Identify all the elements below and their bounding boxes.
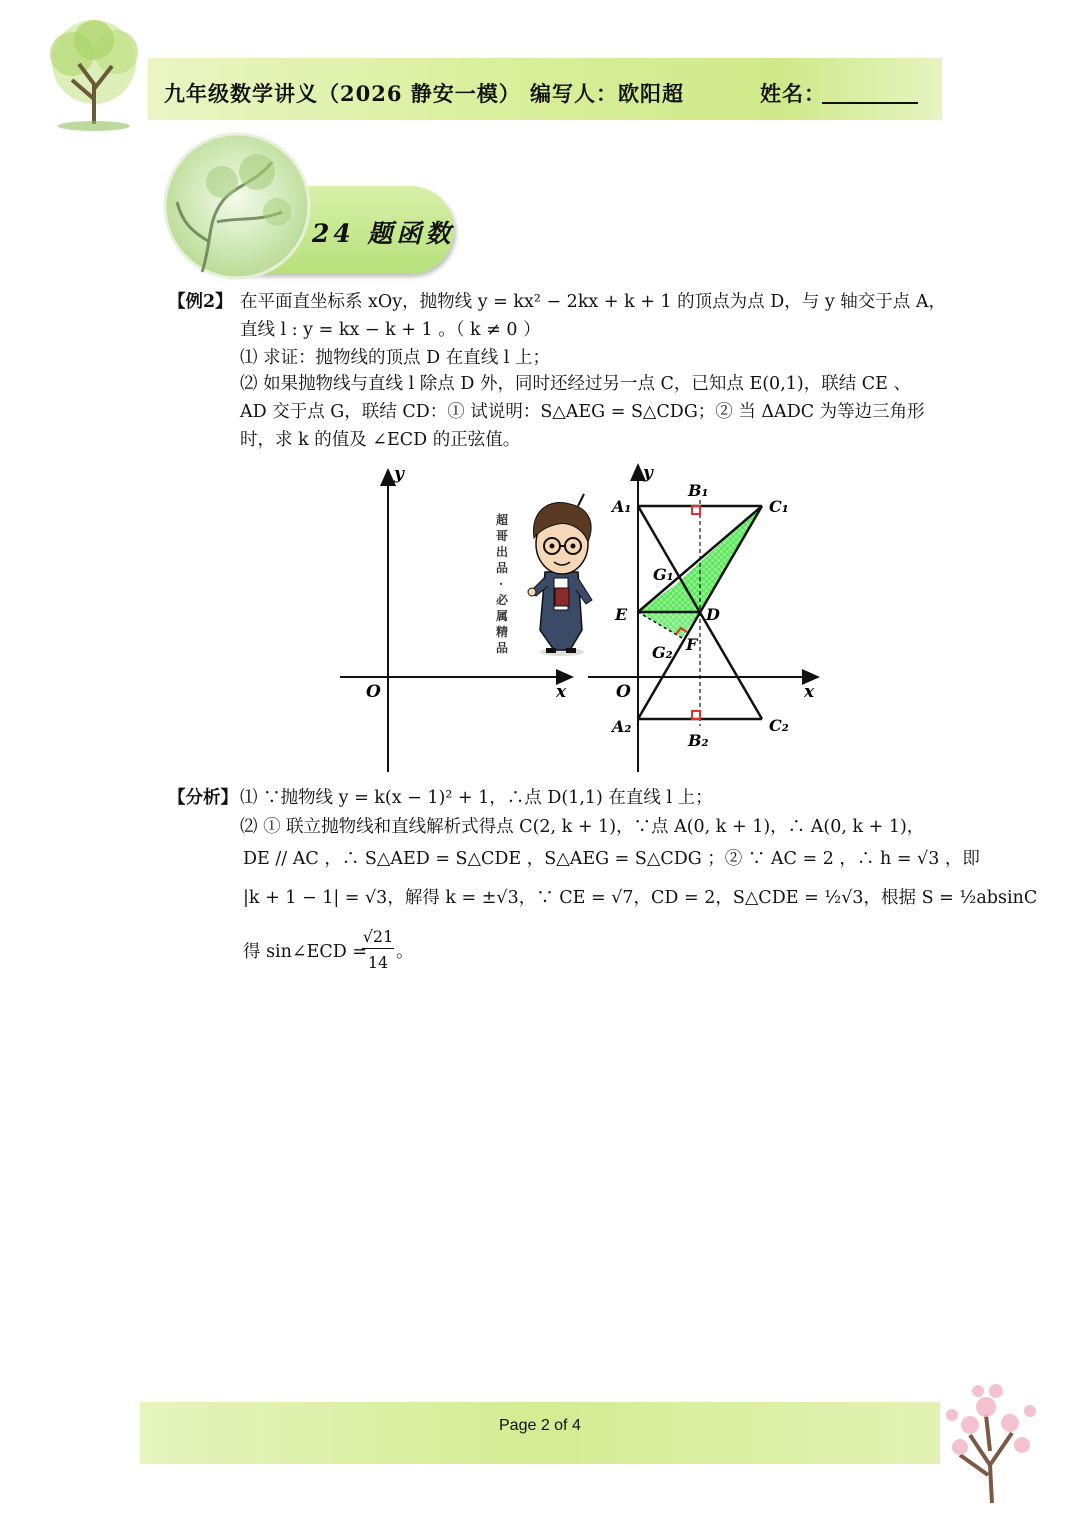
stamp-char: 必: [496, 593, 509, 607]
right-origin-label: O: [616, 682, 631, 702]
tree-badge-icon: [162, 132, 312, 280]
label-g1: G₁: [653, 565, 674, 584]
cartoon-teacher-icon: [528, 494, 592, 656]
fraction-denominator: 14: [367, 953, 389, 972]
header-name-label: 姓名：: [760, 81, 826, 106]
right-y-label: y: [643, 463, 653, 483]
example-line-2: 直线 l : y = kx − k + 1 。（ k ≠ 0 ）: [240, 320, 541, 340]
stamp-char: ·: [499, 577, 504, 591]
triangle-cdg-fill: [675, 506, 762, 612]
tree-logo-icon: [24, 14, 164, 134]
analysis-line-4: |k + 1 − 1| = √3，解得 k = ±√3，∵ CE = √7，CD = 2，S△CDE = ½√3，根据 S = ½absinC: [243, 888, 1038, 908]
label-e: E: [615, 605, 628, 624]
analysis-line-5-post: 。: [396, 942, 414, 962]
blossom-tree-icon: [930, 1355, 1048, 1505]
label-d: D: [706, 605, 720, 624]
stamp-char: 属: [496, 609, 509, 623]
stamp-char: 哥: [496, 529, 509, 543]
example-line-4: ⑵ 如果抛物线与直线 l 除点 D 外，同时还经过另一点 C，已知点 E(0,1)，联结 CE 、: [240, 374, 912, 394]
analysis-line-1: ⑴ ∵抛物线 y = k(x − 1)² + 1，∴点 D(1,1) 在直线 l 上；: [240, 788, 713, 808]
header-title: 九年级数学讲义（2026 静安一模）: [164, 81, 521, 106]
stamp-char: 超: [496, 513, 509, 527]
example-line-5: AD 交于点 G，联结 CD：① 试说明：S△AEG = S△CDG；② 当 ΔADC 为等边三角形: [240, 402, 925, 422]
example-line-1: 在平面直坐标系 xOy，抛物线 y = kx² − 2kx + k + 1 的顶点为点 D，与 y 轴交于点 A，: [240, 292, 946, 312]
geometry-figure: [330, 460, 830, 780]
analysis-line-5-pre: 得 sin∠ECD =: [243, 942, 367, 962]
left-origin-label: O: [366, 682, 381, 702]
left-x-label: x: [556, 682, 567, 702]
stamp-char: 出: [496, 545, 509, 559]
stamp-char: 品: [496, 641, 509, 655]
stamp-char: 品: [496, 561, 509, 575]
analysis-line-2: ⑵ ① 联立抛物线和直线解析式得点 C(2, k + 1)，∵点 A(0, k + 1)，∴ A(0, k + 1)，: [240, 817, 925, 837]
section-title: 24 题函数: [312, 219, 455, 248]
header-author: 编写人：欧阳超: [530, 81, 684, 106]
left-y-label: y: [394, 464, 404, 484]
name-underline: [822, 102, 918, 104]
label-f: F: [686, 635, 698, 654]
vertical-stamp: [495, 512, 509, 655]
analysis-label: 【分析】: [168, 788, 238, 808]
label-a1: A₁: [612, 497, 632, 516]
label-b1: B₁: [688, 481, 709, 500]
fraction-numerator: √21: [362, 926, 394, 949]
label-a2: A₂: [612, 717, 632, 736]
right-x-label: x: [804, 682, 815, 702]
label-c1: C₁: [769, 497, 789, 516]
stamp-char: 精: [496, 625, 509, 639]
analysis-line-3: DE // AC ，∴ S△AED = S△CDE ，S△AEG = S△CDG ；② ∵ AC = 2 ，∴ h = √3 ，即: [243, 849, 980, 869]
page-number: Page 2 of 4: [499, 1417, 581, 1434]
label-g2: G₂: [652, 643, 673, 662]
example-line-6: 时，求 k 的值及 ∠ECD 的正弦值。: [240, 430, 521, 450]
example-label: 【例2】: [168, 292, 233, 312]
example-line-3: ⑴ 求证：抛物线的顶点 D 在直线 l 上；: [240, 348, 550, 368]
label-c2: C₂: [769, 716, 789, 735]
label-b2: B₂: [688, 731, 709, 750]
